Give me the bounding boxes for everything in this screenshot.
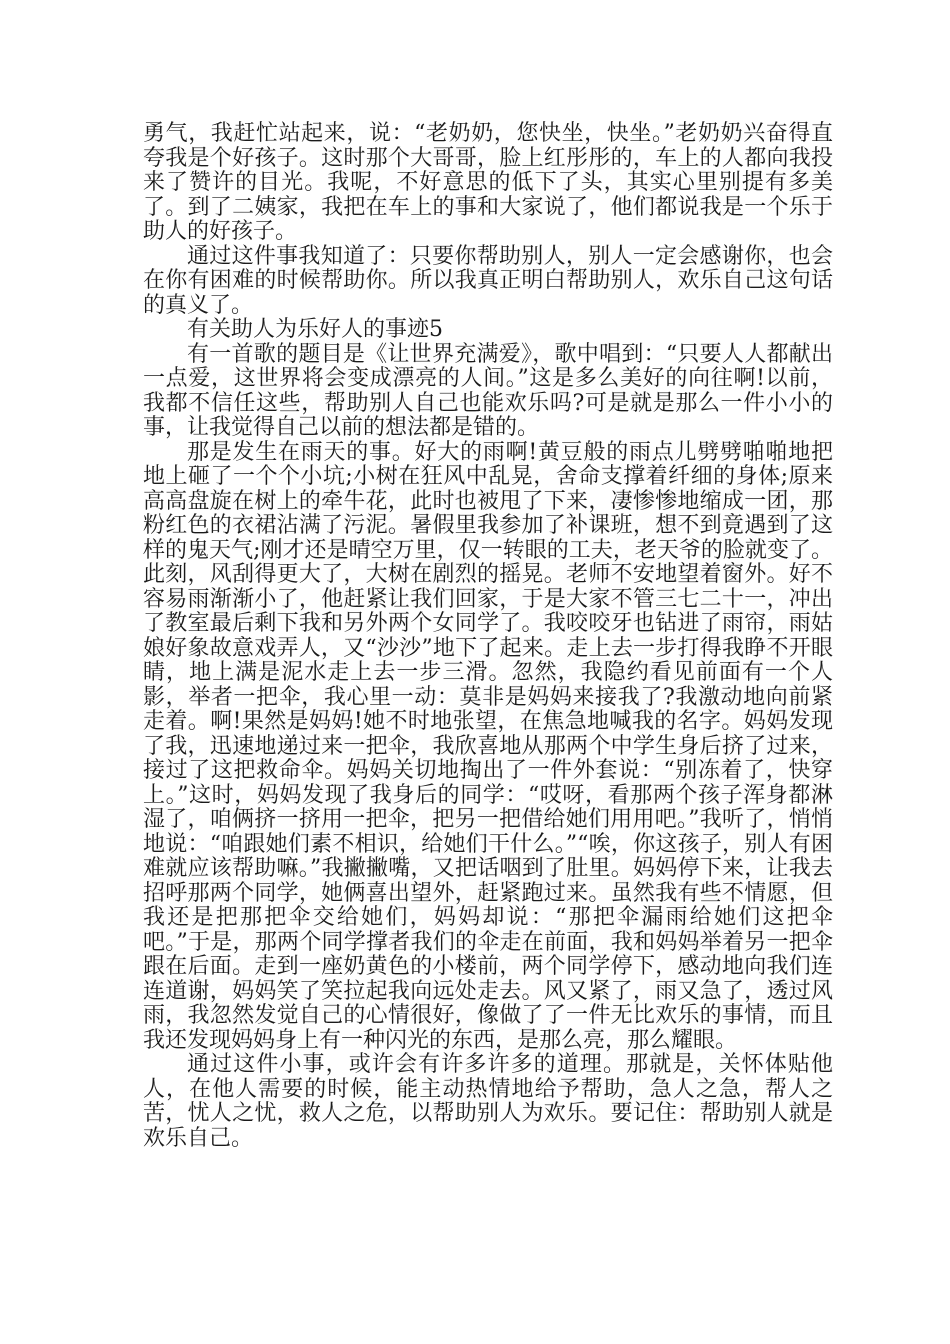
paragraph-story: 那是发生在雨天的事。好大的雨啊!黄豆般的雨点儿劈劈啪啪地把地上砸了一个个小坑;小树在狂风中乱晃，舍命支撑着纤细的身体;原来高高盘旋在树上的牵牛花，此时也被甩了下来，凄惨惨地缩成一团，那粉红色的衣裙沾满了污泥。暑假里我参加了补课班，想不到竟遇到了这样的鬼天气;刚才还是晴空万里，仅一转眼的工夫，老天爷的脸就变了。此刻，风刮得更大了，大树在剧烈的摇晃。老师不安地望着窗外。好不容易雨渐渐小了，他赶紧让我们回家，于是大家不管三七二十一，冲出了教室最后剩下我和另外两个女同学了。我咬咬牙也钻进了雨帘，雨姑娘好象故意戏弄人，又“沙沙”地下了起来。走上去一步打得我睁不开眼睛，地上满是泥水走上去一步三滑。忽然，我隐约看见前面有一个人影，举者一把伞，我心里一动：莫非是妈妈来接我了?我激动地向前紧走着。啊!果然是妈妈!她不时地张望，在焦急地喊我的名字。妈妈发现了我，迅速地递过来一把伞，我欣喜地从那两个中学生身后挤了过来，接过了这把救命伞。妈妈关切地掏出了一件外套说：“别冻着了，快穿上。”这时，妈妈发现了我身后的同学：“哎呀，看那两个孩子浑身都淋湿了，咱俩挤一挤用一把伞，把另一把借给她们用用吧。”我听了，悄悄地说：“咱跟她们素不相识，给她们干什么。”“唉，你这孩子，别人有困难就应该帮助嘛。”我撇撇嘴，又把话咽到了肚里。妈妈停下来，让我去招呼那两个同学，她俩喜出望外，赶紧跑过来。虽然我有些不情愿，但我还是把那把伞交给她们，妈妈却说：“那把伞漏雨给她们这把伞吧。”于是，那两个同学撑者我们的伞走在前面，我和妈妈举着另一把伞跟在后面。走到一座奶黄色的小楼前，两个同学停下，感动地向我们连连道谢，妈妈笑了笑拉起我向远处走去。风又紧了，雨又急了，透过风雨，我忽然发觉自己的心情很好，像做了了一件无比欢乐的事情，而且我还发现妈妈身上有一种闪光的东西，是那么亮，那么耀眼。 — [143, 439, 833, 1053]
section-heading: 有关助人为乐好人的事迹5 — [187, 317, 443, 342]
paragraph-intro: 有一首歌的题目是《让世界充满爱》，歌中唱到：“只要人人都献出一点爱，这世界将会变成漂亮的人间。”这是多么美好的向往啊!以前，我都不信任这些，帮助别人自己也能欢乐吗?可是就是那么一件小小的事，让我觉得自己以前的想法都是错的。 — [143, 341, 833, 440]
paragraph-continuation: 勇气，我赶忙站起来，说：“老奶奶，您快坐，快坐。”老奶奶兴奋得直夸我是个好孩子。这时那个大哥哥，脸上红彤彤的，车上的人都向我投来了赞许的目光。我呢，不好意思的低下了头，其实心里别提有多美了。到了二姨家，我把在车上的事和大家说了，他们都说我是一个乐于助人的好孩子。 — [143, 121, 833, 244]
paragraph-reflection: 通过这件事我知道了：只要你帮助别人，别人一定会感谢你，也会在你有困难的时候帮助你。所以我真正明白帮助别人，欢乐自己这句话的真义了。 — [143, 243, 833, 318]
document-body — [143, 122, 833, 1151]
paragraph-conclusion: 通过这件小事，或许会有许多许多的道理。那就是，关怀体贴他人，在他人需要的时候，能主动热情地给予帮助，急人之急，帮人之苦，忧人之忧，救人之危，以帮助别人为欢乐。要记住：帮助别人就是欢乐自己。 — [143, 1052, 833, 1151]
